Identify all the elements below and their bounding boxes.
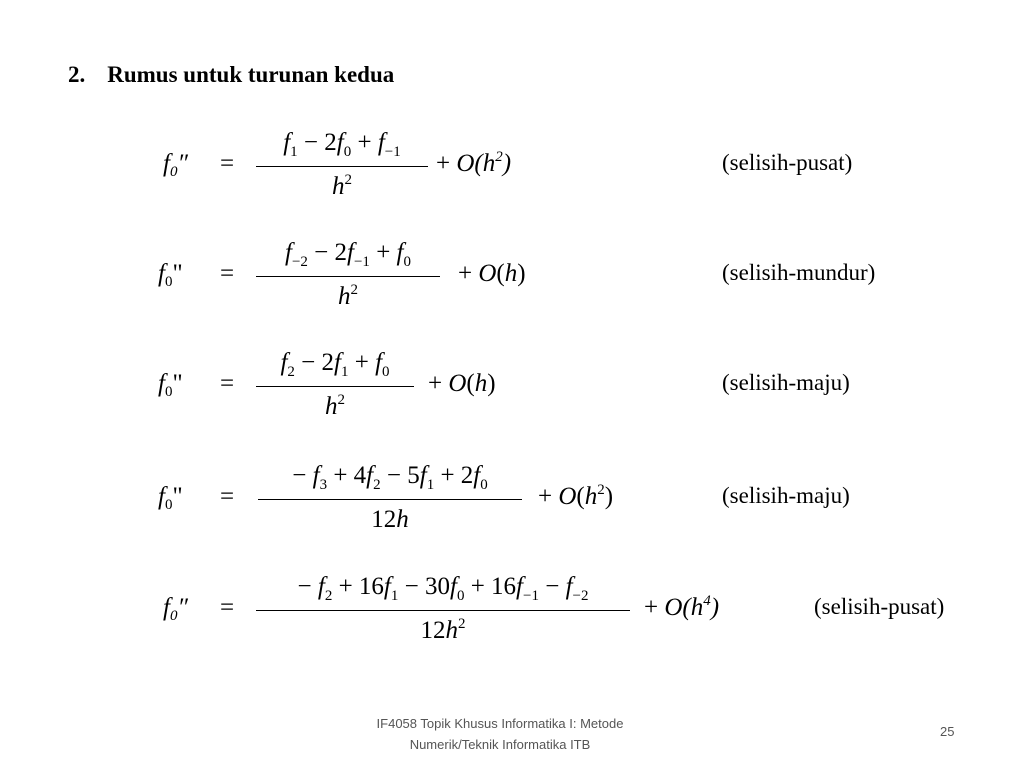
page-number: 25 [940,724,955,739]
equation-4 [0,461,1024,551]
denominator: $h^2$ [325,392,345,420]
numerator: $f_2 - 2f_1 + f_0$ [280,349,390,380]
numerator: − $f_2 + 16f_1 - 30f_0 + 16f_{-1} - f_{-2}$ [297,573,589,604]
fraction [256,128,428,208]
equation-lhs: $f_0$" [158,260,183,290]
equals-sign: = [220,150,235,177]
equation-3 [0,348,1024,438]
equation-5 [0,572,1024,662]
equation-1 [0,128,1024,218]
equation-2 [0,238,1024,328]
order-term: + O(h) [458,260,526,287]
footer-line-1: IF4058 Topik Khusus Informatika I: Metode [376,716,624,731]
numerator: $f_1 - 2f_0 + f_{-1}$ [283,129,401,160]
denominator: 12h [371,506,409,533]
equals-sign: = [220,483,235,510]
fraction [256,348,414,428]
fraction-bar [256,276,440,277]
order-term: + $O(h^2)$ [436,149,512,177]
equals-sign: = [220,594,235,621]
order-term: + O(h) [428,370,496,397]
equals-sign: = [220,370,235,397]
method-label: (selisih-pusat) [722,150,853,175]
slide-heading [68,62,394,88]
fraction-bar [256,166,428,167]
fraction [256,238,440,318]
numerator: − $f_3 + 4f_2 - 5f_1 + 2f_0$ [292,462,488,493]
equation-lhs: $f_0$" [158,483,183,513]
order-term: + $O(h^4)$ [644,593,720,621]
order-term: + $O(h^2)$ [538,482,614,510]
fraction-bar [256,610,630,611]
denominator: $h^2$ [338,282,358,310]
slide-footer [330,713,670,755]
method-label: (selisih-mundur) [722,260,876,285]
method-label: (selisih-maju) [722,483,850,508]
fraction [258,461,522,541]
heading-text: Rumus untuk turunan kedua [107,62,395,87]
footer-line-2: Numerik/Teknik Informatika ITB [409,737,591,752]
equation-lhs: $f_0$" [158,370,183,400]
denominator: $h^2$ [332,172,352,200]
fraction-bar [256,386,414,387]
equals-sign: = [220,260,235,287]
method-label: (selisih-maju) [722,370,850,395]
method-label: (selisih-pusat) [814,594,945,619]
equation-lhs: $f_0''$ [163,150,188,180]
fraction-bar [258,499,522,500]
numerator: $f_{-2} - 2f_{-1} + f_0$ [284,239,411,270]
equation-lhs: $f_0''$ [163,594,188,624]
heading-number: 2. [68,62,86,87]
denominator: $12h^2$ [420,616,466,644]
fraction [256,572,630,652]
